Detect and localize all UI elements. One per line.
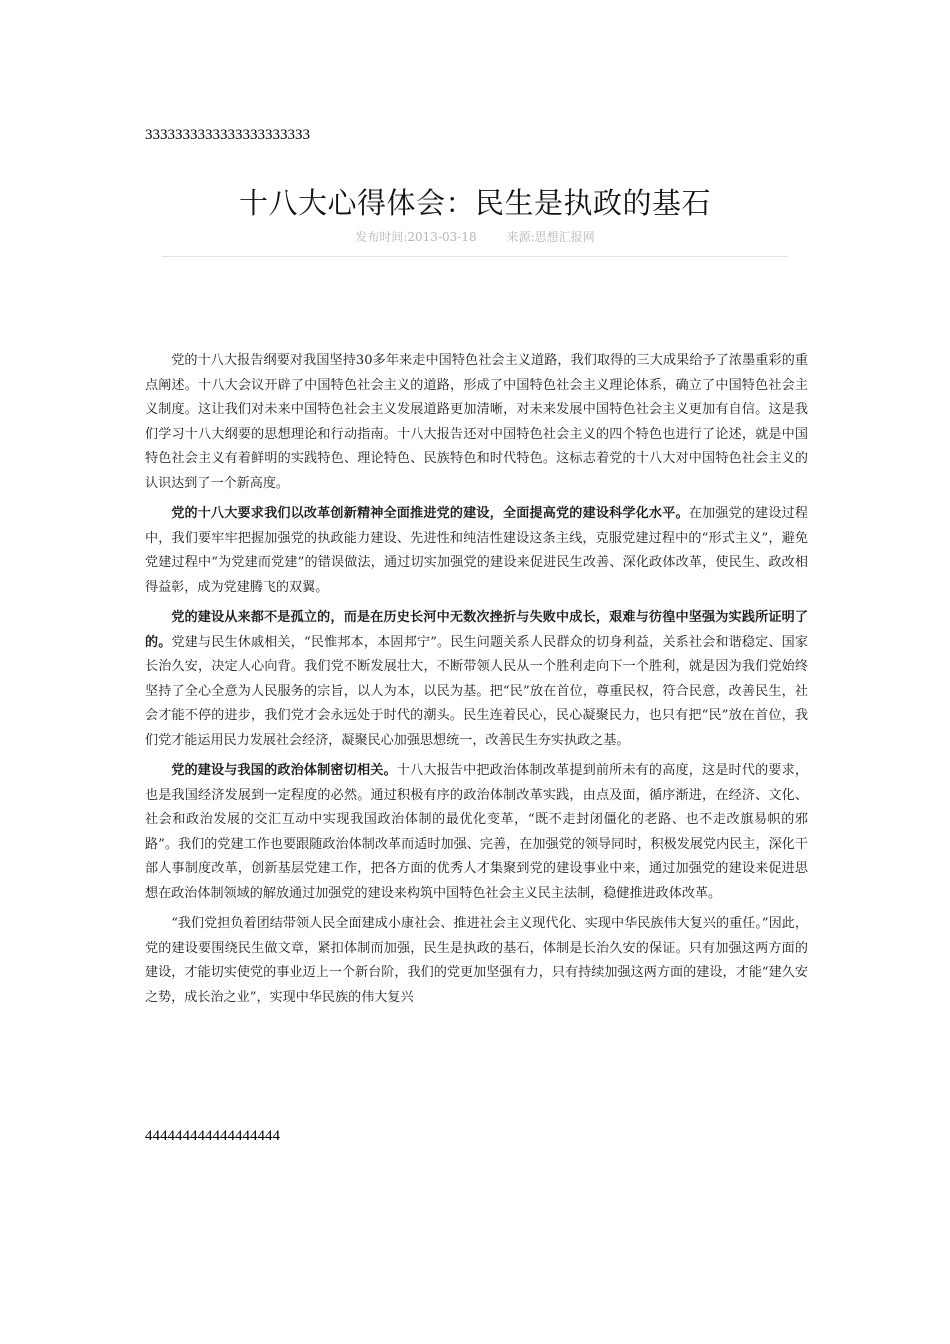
header-code: 3333333333333333333333 [145,127,310,143]
paragraph-text: 在加强党的建设过程中，我们要牢牢把握加强党的执政能力建设、先进性和纯洁性建设这条主线，克服党建过程中的“形式主义”，避免党建过程中“为党建而党建”的错误做法，通过切实加强党的建设来促进民生改善、深化政体改革，使民生、政改相得益彰，成为党建腾飞的双翼。 [145,506,809,595]
paragraph-text: 十八大报告中把政治体制改革提到前所未有的高度，这是时代的要求，也是我国经济发展到一定程度的必然。通过积极有序的政治体制改革实践，由点及面，循序渐进，在经济、文化、社会和政治发展的交汇互动中实现我国政治体制的最优化变革，“既不走封闭僵化的老路、也不走改旗易帜的邪路”。我们的党建工作也要跟随政治体制改革而适时加强、完善，在加强党的领导同时，积极发展党内民主，深化干部人事制度改革，创新基层党建工作，把各方面的优秀人才集聚到党的建设事业中来，通过加强党的建设来促进思想在政治体制领域的解放通过加强党的建设来构筑中国特色社会主义民主法制，稳健推进政体改革。 [145,763,809,901]
publish-time: 发布时间:2013-03-18 [355,230,477,244]
footer-code: 444444444444444444 [145,1128,280,1144]
title-divider [162,256,788,257]
paragraph-text: 党建与民生休戚相关，“民惟邦本，本固邦宁”。民生问题关系人民群众的切身利益，关系社会和谐稳定、国家长治久安，决定人心向背。我们党不断发展壮大，不断带领人民从一个胜利走向下一个胜利，就是因为我们党始终坚持了全心全意为人民服务的宗旨，以人为本，以民为基。把“民”放在首位，尊重民权，符合民意，改善民生，社会才能不停的进步，我们党才会永远处于时代的潮头。民生连着民心，民心凝聚民力，也只有把“民”放在首位，我们党才能运用民力发展社会经济，凝聚民心加强思想统一，改善民生夯实执政之基。 [145,634,809,748]
paragraph-text: 党的十八大报告纲要对我国坚持30多年来走中国特色社会主义道路，我们取得的三大成果给予了浓墨重彩的重点阐述。十八大会议开辟了中国特色社会主义的道路，形成了中国特色社会主义理论体系，确立了中国特色社会主义制度。这让我们对未来中国特色社会主义发展道路更加清晰，对未来发展中国特色社会主义更加有自信。这是我们学习十八大纲要的思想理论和行动指南。十八大报告还对中国特色社会主义的四个特色也进行了论述，就是中国特色社会主义有着鲜明的实践特色、理论特色、民族特色和时代特色。这标志着党的十八大对中国特色社会主义的认识达到了一个新高度。 [145,353,808,491]
article-source: 来源:思想汇报网 [506,230,595,244]
paragraph-4 [145,759,808,906]
article-body [145,349,808,1016]
article-meta [0,228,950,245]
paragraph-2 [145,502,808,600]
paragraph-lead: 党的建设与我国的政治体制密切相关。 [171,763,397,778]
paragraph-lead: 党的十八大要求我们以改革创新精神全面推进党的建设，全面提高党的建设科学化水平。 [171,506,689,521]
paragraph-5 [145,912,808,1010]
paragraph-lead: 党的建设从来都不是孤立的，而是在历史长河中无数次挫折与失败中成长，艰难与彷徨中坚强为实践所证明了的。 [145,610,808,650]
article-title: 十八大心得体会：民生是执政的基石 [238,186,711,220]
paragraph-1 [145,349,808,496]
paragraph-text: “我们党担负着团结带领人民全面建成小康社会、推进社会主义现代化、实现中华民族伟大复兴的重任。”因此，党的建设要围绕民生做文章，紧扣体制而加强，民生是执政的基石，体制是长治久安的保证。只有加强这两方面的建设，才能切实使党的事业迈上一个新台阶，我们的党更加坚强有力，只有持续加强这两方面的建设，才能“建久安之势，成长治之业”，实现中华民族的伟大复兴 [145,916,808,1005]
paragraph-3 [145,606,808,753]
